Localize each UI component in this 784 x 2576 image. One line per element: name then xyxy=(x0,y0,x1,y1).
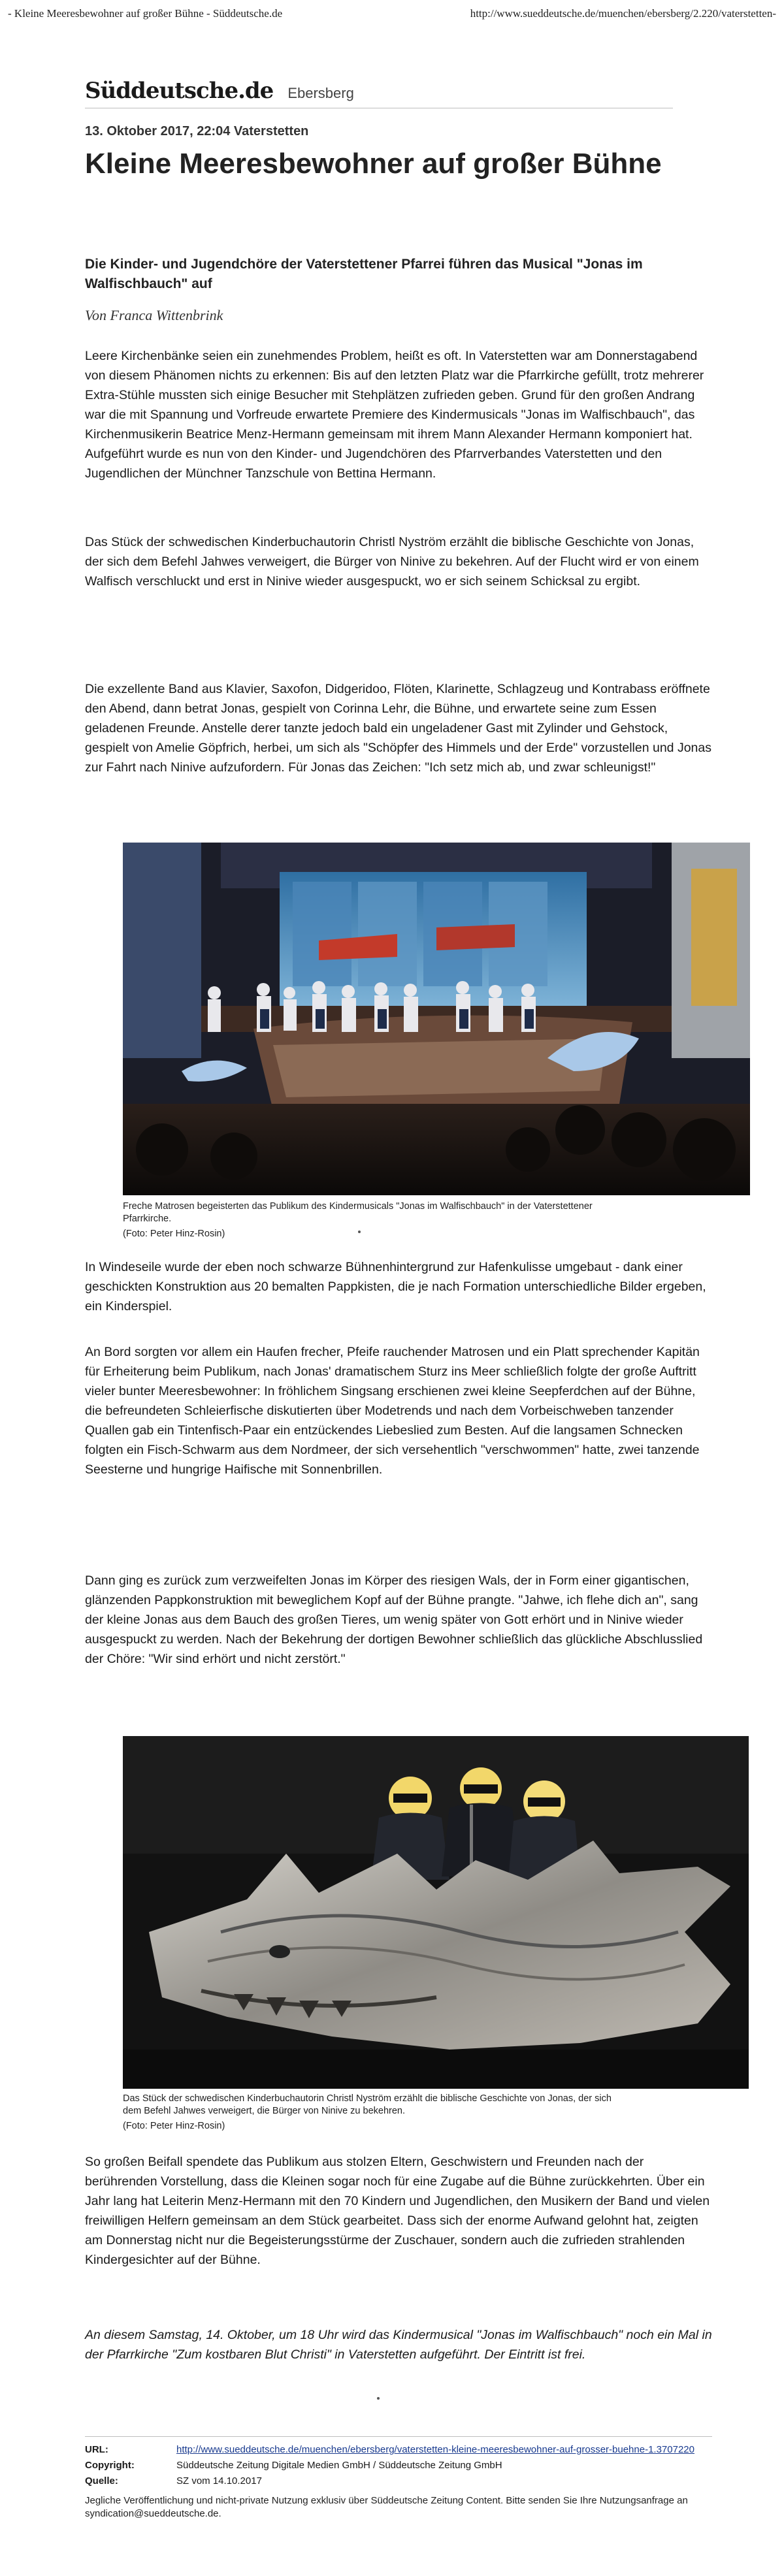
article-dateline: 13. Oktober 2017, 22:04 Vaterstetten xyxy=(85,124,309,138)
article-metadata xyxy=(85,2436,712,2520)
photo-caption: Das Stück der schwedischen Kinderbuchautorin Christl Nyström erzählt die biblische Geschichte von Jonas, der sich dem Befehl Jahwes verweigert, die Bürger von Ninive zu bekehren. xyxy=(123,2093,612,2116)
article-paragraph: In Windeseile wurde der eben noch schwarze Bühnenhintergrund zur Hafenkulisse umgebaut - dank einer geschickten Konstruktion aus 20 bemalten Pappkisten, die je nach Formation unterschiedliche Bilder ergeben, ein Kinderspiel. xyxy=(85,1260,706,1313)
print-header-title: - Kleine Meeresbewohner auf großer Bühne - Süddeutsche.de xyxy=(8,7,283,20)
photo-caption: Freche Matrosen begeisterten das Publikum des Kindermusicals "Jonas im Walfischbauch" in der Vaterstettener Pfarrkirche. xyxy=(123,1201,593,1224)
stage-photo-sailors xyxy=(123,843,750,1195)
photo-credit: (Foto: Peter Hinz-Rosin) xyxy=(123,1229,225,1239)
print-header-url: http://www.sueddeutsche.de/muenchen/ebersberg/2.220/vaterstetten- xyxy=(470,7,776,20)
article-paragraph: Dann ging es zurück zum verzweifelten Jonas im Körper des riesigen Wals, der in Form einer gigantischen, glänzenden Pappkonstruktion mit beweglichem Kopf auf der Bühne prangte. "Jahwe, ich flehe dich an", sang der kleine Jonas aus dem Bauch des großen Tieres, um wenig später von Gott erhört und in Ninive wieder ausgespuckt zu werden. Nach der Bekehrung der dortigen Bewohner schließlich das glückliche Abschlusslied der Chöre: "Wir sind erhört und nicht zerstört." xyxy=(85,1573,703,1666)
stage-photo-sailors-image xyxy=(123,843,750,1195)
meta-copyright-value: Süddeutsche Zeitung Digitale Medien GmbH / Süddeutsche Zeitung GmbH xyxy=(176,2460,502,2471)
article-paragraph: Die exzellente Band aus Klavier, Saxofon, Didgeridoo, Flöten, Klarinette, Schlagzeug und Kontrabass eröffnete den Abend, dann betrat Jonas, gespielt von Corinna Lehr, die Bühne, und erwartete seine zum Essen geladenen Freunde. Anstelle derer tanzte jedoch bald ein ungeladener Gast mit Zylinder und Gehstock, gespielt von Amelie Göpfrich, herbei, um sich als "Schöpfer des Himmels und der Erde" vorzustellen und Jonas zur Fahrt nach Ninive aufzufordern. Für Jonas das Zeichen: "Ich setz mich ab, und zwar schleunigst!" xyxy=(85,682,711,775)
article-paragraph: So großen Beifall spendete das Publikum aus stolzen Eltern, Geschwistern und Freunden nach der berührenden Vorstellung, dass die Kleinen sogar noch für eine Zugabe auf die Bühne zurückkehrten. Über ein Jahr lang hat Leiterin Menz-Hermann mit den 70 Kindern und Jugendlichen, den Musikern der Band und vielen freiwilligen Helfern gemeinsam an dem Stück gearbeitet. Dass sich der enorme Aufwand gelohnt hat, zeigten am Donnerstag nicht nur die Begeisterungsstürme der Zuschauer, sondern auch die zufrieden strahlenden Kindergesichter auf der Bühne. xyxy=(85,2155,710,2267)
meta-url-link[interactable]: http://www.sueddeutsche.de/muenchen/ebersberg/vaterstetten-kleine-meeresbewohner-auf-grosser-buehne-1.3707220 xyxy=(176,2444,694,2455)
syndication-note: Jegliche Veröffentlichung und nicht-private Nutzung exklusiv über Süddeutsche Zeitung Content. Bitte senden Sie Ihre Nutzungsanfrage an syndication@sueddeutsche.de. xyxy=(85,2495,688,2519)
article-paragraph: An Bord sorgten vor allem ein Haufen frecher, Pfeife rauchender Matrosen und ein Platt sprechender Kapitän für Erheiterung beim Publikum, nach Jonas' dramatischem Sturz ins Meer schließlich folgte der große Auftritt vieler bunter Meeresbewohner: In fröhlichem Singsang erschienen zwei kleine Seepferdchen auf der Bühne, die befreundeten Schleierfische diskutierten über Modetrends und nach dem Vorbeischweben tanzender Quallen gab ein Tintenfisch-Paar ein entzückendes Liebeslied zum Besten. Auf die langsamen Schnecken folgten ein Fisch-Schwarm aus dem Nordmeer, der sich versehentlich "verschwommen" hatte, zwei tanzende Seesterne und hungrige Haifische mit Sonnenbrillen. xyxy=(85,1345,700,1477)
article-paragraph: Leere Kirchenbänke seien ein zunehmendes Problem, heißt es oft. In Vaterstetten war am Donnerstagabend von diesem Phänomen nichts zu erkennen: Bis auf den letzten Platz war die Pfarrkirche gefüllt, trotz mehrerer Extra-Stühle mussten sich einige Besucher mit Stehplätzen zufrieden geben. Grund für den großen Andrang war die mit Spannung und Vorfreude erwartete Premiere des Kindermusicals "Jonas im Walfischbauch", das Kirchenmusikerin Beatrice Menz-Hermann gemeinsam mit ihrem Mann Alexander Hermann komponiert hat. Aufgeführt wurde es nun von den Kinder- und Jugendchören des Pfarrverbandes Vaterstetten und den Jugendlichen der Münchner Tanzschule von Bettina Hermann. xyxy=(85,349,704,481)
stage-photo-whale xyxy=(123,1736,749,2089)
article-headline: Kleine Meeresbewohner auf großer Bühne xyxy=(85,148,662,180)
print-header xyxy=(8,4,776,24)
scan-mark xyxy=(377,2397,380,2400)
stage-photo-whale-image xyxy=(123,1736,749,2089)
article-byline: Von Franca Wittenbrink xyxy=(85,307,223,323)
meta-copyright-label: Copyright: xyxy=(85,2460,135,2471)
meta-source-label: Quelle: xyxy=(85,2475,118,2487)
event-notice: An diesem Samstag, 14. Oktober, um 18 Uhr wird das Kindermusical "Jonas im Walfischbauch" noch ein Mal in der Pfarrkirche "Zum kostbaren Blut Christi" in Vaterstetten aufgeführt. Der Eintritt ist frei. xyxy=(85,2328,712,2362)
site-masthead xyxy=(85,71,673,108)
photo-credit: (Foto: Peter Hinz-Rosin) xyxy=(123,2121,225,2131)
article-teaser: Die Kinder- und Jugendchöre der Vaterstettener Pfarrei führen das Musical "Jonas im Walfischbauch" auf xyxy=(85,257,643,291)
section-label[interactable]: Ebersberg xyxy=(287,85,354,101)
scan-mark xyxy=(358,1231,361,1233)
meta-copyright-row xyxy=(85,2459,712,2472)
meta-url-label: URL: xyxy=(85,2444,108,2455)
meta-source-value: SZ vom 14.10.2017 xyxy=(176,2475,262,2487)
meta-url-row xyxy=(85,2443,712,2456)
meta-source-row xyxy=(85,2475,712,2488)
site-logo[interactable]: Süddeutsche.de xyxy=(85,78,274,104)
article-paragraph: Das Stück der schwedischen Kinderbuchautorin Christl Nyström erzählt die biblische Geschichte von Jonas, der sich dem Befehl Jahwes verweigert, die Bürger von Ninive zu bekehren. Auf der Flucht wird er von einem Walfisch verschluckt und erst in Ninive wieder ausgespuckt, wo er sich seinem Schicksal zu ergibt. xyxy=(85,535,699,588)
